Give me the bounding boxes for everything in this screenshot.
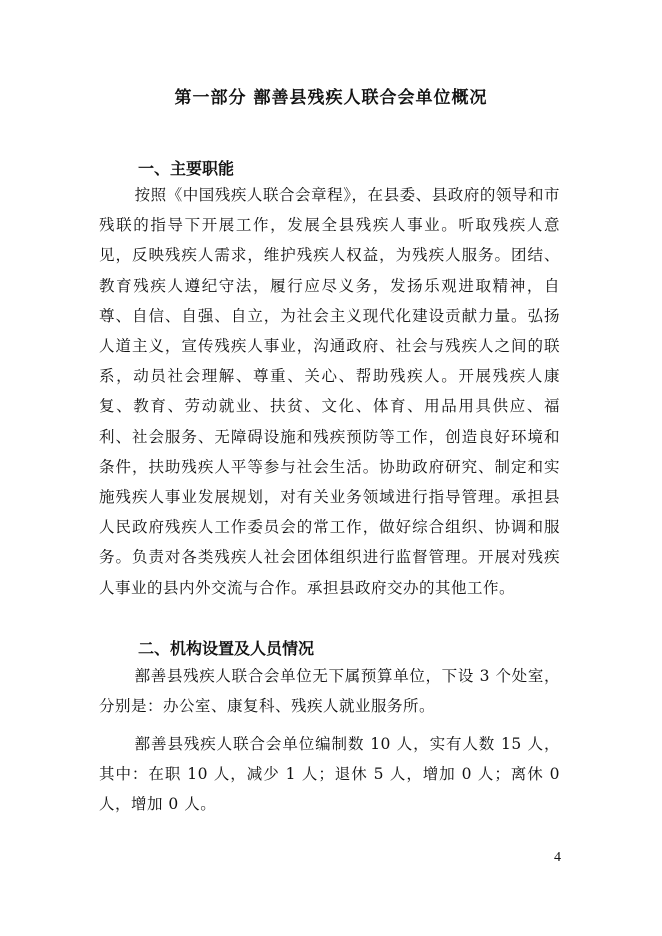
page-title: 第一部分 鄯善县残疾人联合会单位概况	[174, 88, 488, 108]
paragraph-staffing: 鄯善县残疾人联合会单位编制数 10 人，实有人数 15 人，其中：在职 10 人，减少 1 人；退休 5 人，增加 0 人；离休 0 人，增加 0 人。	[99, 735, 560, 814]
section-heading-main-functions: 一、主要职能	[138, 159, 235, 178]
page-number: 4	[554, 850, 561, 865]
section-heading-organization: 二、机构设置及人员情况	[138, 639, 315, 658]
paragraph-main-functions: 按照《中国残疾人联合会章程》，在县委、县政府的领导和市残联的指导下开展工作，发展全县残疾人事业。听取残疾人意见，反映残疾人需求，维护残疾人权益，为残疾人服务。团结、教育残疾人遵纪守法，履行应尽义务，发扬乐观进取精神，自尊、自信、自强、自立，为社会主义现代化建设贡献力量。弘扬人道主义，宣传残疾人事业，沟通政府、社会与残疾人之间的联系，动员社会理解、尊重、关心、帮助残疾人。开展残疾人康复、教育、劳动就业、扶贫、文化、体育、用品用具供应、福利、社会服务、无障碍设施和残疾预防等工作，创造良好环境和条件，扶助残疾人平等参与社会生活。协助政府研究、制定和实施残疾人事业发展规划，对有关业务领域进行指导管理。承担县人民政府残疾人工作委员会的常工作，做好综合组织、协调和服务。负责对各类残疾人社会团体组织进行监督管理。开展对残疾人事业的县内外交流与合作。承担县政府交办的其他工作。	[99, 186, 560, 597]
paragraph-departments: 鄯善县残疾人联合会单位无下属预算单位，下设 3 个处室，分别是：办公室、康复科、残疾人就业服务所。	[99, 667, 560, 716]
